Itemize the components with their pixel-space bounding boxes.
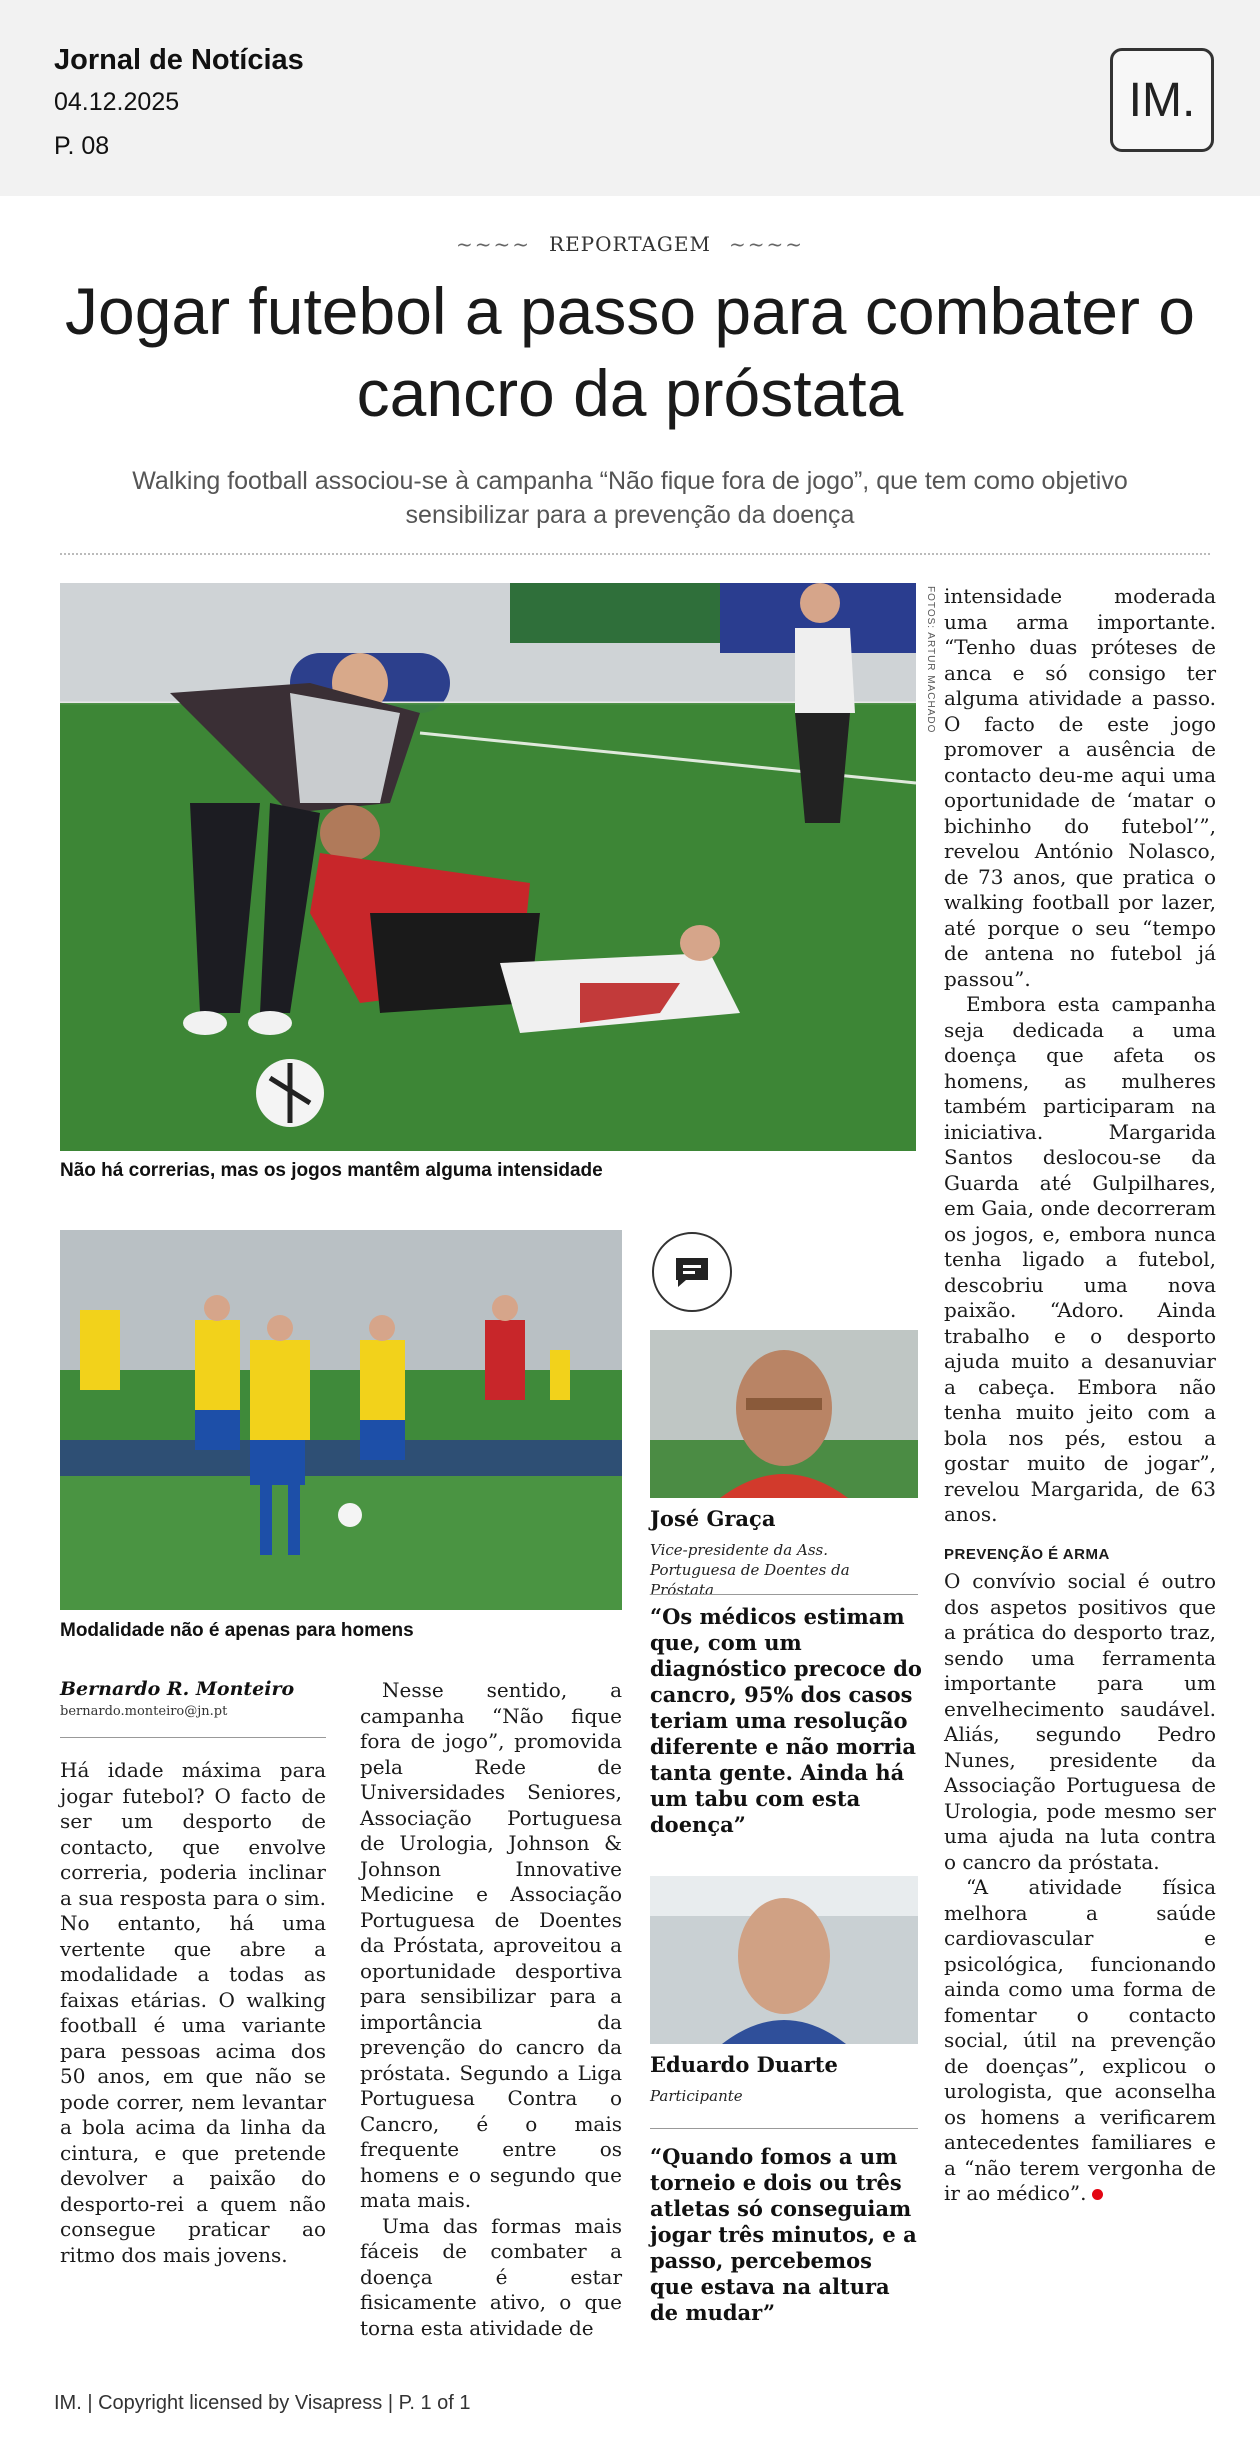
byline <box>60 1678 330 1738</box>
paragraph: Nesse sentido, a campanha “Não fique fora de jogo”, promovida pela Rede de Universidades Seniores, Associação Portuguesa de Urologia, Johnson & Johnson Innovative Medicine e Associação Portuguesa de Doentes da Próstata, aproveitou a oportunidade desportiva para sensibilizar para a importância da prevenção do cancro da próstata. Segundo a Liga Portuguesa Contra o Cancro, é o mais frequente entre os homens e o segundo que mata mais. <box>360 1678 622 2212</box>
paragraph-closing <box>944 1875 1216 2207</box>
pull-quote: “Quando fomos a um torneio e dois ou três atletas só conseguiam jogar três minutos, e a passo, percebemos que estava na altura de mudar” <box>650 2144 917 2325</box>
section-kicker <box>0 232 1260 256</box>
publication-date: 04.12.2025 <box>54 88 180 116</box>
portrait-eduardo-duarte <box>650 1876 918 2044</box>
portrait-jose-graca <box>650 1330 918 1498</box>
main-photo-caption: Não há correrias, mas os jogos mantêm alguma intensidade <box>60 1160 603 1181</box>
kicker-label: REPORTAGEM <box>549 232 711 256</box>
photo-credit: FOTOS: ARTUR MACHADO <box>925 586 936 734</box>
byline-rule <box>60 1737 326 1738</box>
paragraph: Uma das formas mais fáceis de combater a doença é estar fisicamente ativo, o que torna esta atividade de <box>360 2213 622 2340</box>
document-header <box>0 0 1260 196</box>
article-column-3 <box>944 584 1216 2207</box>
paragraph: Embora esta campanha seja dedicada a uma doença que afeta os homens, as mulheres também participaram na iniciativa. Margarida Santos deslocou-se da Guarda até Gulpilhares, em Gaia, onde decorreram os jogos, e, embora nunca tenha ligado a futebol, descobriu uma nova paixão. “Adoro. Ainda trabalho e o desporto ajuda muito a desanuviar a cabeça. Embora não tenha muito jeito com a bola nos pés, estou a gostar muito de jogar”, revelou Margarida, de 63 anos. <box>944 992 1216 1526</box>
quote-rule <box>650 1594 918 1595</box>
person-name: José Graça <box>650 1506 776 1531</box>
quote-rule <box>650 2128 918 2129</box>
article-column-2 <box>360 1678 622 2341</box>
paragraph-lead: Há idade máxima para jogar futebol? O facto de ser um desporto de contacto, que envolve correria, poderia inclinar a sua resposta para o sim. No entanto, há uma vertente que abre a modalidade a todas as faixas etárias. O walking football é uma variante para pessoas acima dos 50 anos, em que não se pode correr, nem levantar a bola acima da linha da cintura, e que pretende devolver a paixão do desporto-rei a quem não consegue praticar ao ritmo dos mais jovens. <box>60 1758 326 2267</box>
red-dot-icon <box>1092 2189 1103 2200</box>
publication-name: Jornal de Notícias <box>54 44 304 76</box>
person-role: Vice-presidente da Ass. Portuguesa de Doentes da Próstata <box>650 1541 850 1599</box>
pull-quote: “Os médicos estimam que, com um diagnóstico precoce do cancro, 95% dos casos teriam uma resolução diferente e não morria tanta gente. Ainda há um tabu com esta doença” <box>650 1604 922 1837</box>
section-subheading: PREVENÇÃO É ARMA <box>944 1545 1110 1563</box>
publication-page: P. 08 <box>54 132 110 160</box>
chat-bubble-icon <box>652 1232 732 1312</box>
secondary-photo <box>60 1230 622 1610</box>
wave-ornament-left: ~~~~ <box>455 232 532 256</box>
secondary-photo-caption: Modalidade não é apenas para homens <box>60 1620 414 1641</box>
closing-text: “A atividade física melhora a saúde cardiovascular e psicológica, funcionando ainda como uma forma de fomentar o contacto social, útil na prevenção de doenças”, explicou o urologista, que aconselha os homens a verificarem antecedentes familiares e a “não terem vergonha de ir ao médico”. <box>944 1875 1216 2205</box>
article-column-1 <box>60 1758 326 2268</box>
paragraph: intensidade moderada uma arma importante. “Tenho duas próteses de anca e só consigo ter alguma atividade a passo. O facto de este jogo promover a ausência de contacto deu-me aqui uma oportunidade de ‘matar o bichinho do futebol’”, revelou António Nolasco, de 73 anos, que pratica o walking football por lazer, até porque o seu “tempo de antena no futebol já passou”. <box>944 584 1216 991</box>
im-logo: IM. <box>1110 48 1214 152</box>
headline-divider <box>60 553 1210 555</box>
author-email: bernardo.monteiro@jn.pt <box>60 1704 228 1719</box>
article-headline: Jogar futebol a passo para combater o cancro da próstata <box>64 274 1196 430</box>
article-subhead: Walking football associou-se à campanha “Não fique fora de jogo”, que tem como objetivo sensibilizar para a prevenção da doença <box>132 467 1128 529</box>
person-role: Participante <box>650 2087 743 2105</box>
author-name: Bernardo R. Monteiro <box>60 1678 295 1700</box>
main-photo <box>60 583 916 1151</box>
page-footer: IM. | Copyright licensed by Visapress | P. 1 of 1 <box>54 2392 471 2414</box>
paragraph: O convívio social é outro dos aspetos positivos que a prática do desporto traz, sendo uma ferramenta importante para um envelhecimento saudável. Aliás, segundo Pedro Nunes, presidente da Associação Portuguesa de Urologia, pode mesmo ser uma ajuda na luta contra o cancro da próstata. <box>944 1569 1216 1874</box>
wave-ornament-right: ~~~~ <box>728 232 805 256</box>
person-name: Eduardo Duarte <box>650 2052 838 2077</box>
